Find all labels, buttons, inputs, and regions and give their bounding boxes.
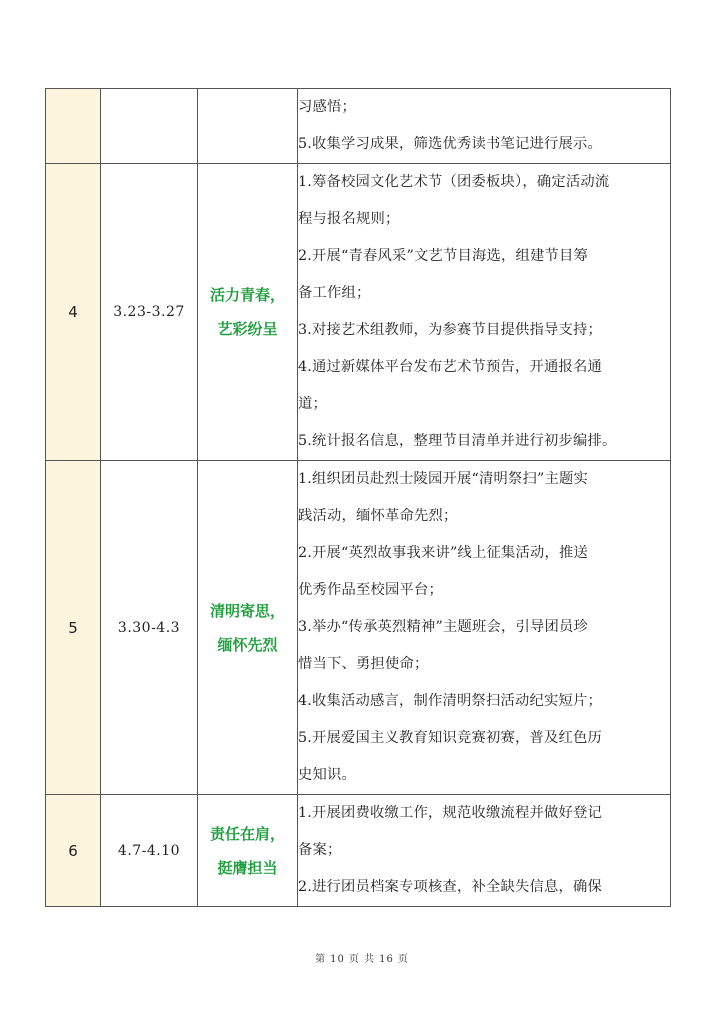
activity-content-cell [298, 795, 671, 907]
theme-line: 缅怀先烈 [217, 635, 278, 654]
footer-prefix: 第 [315, 954, 327, 965]
week-number-cell [46, 89, 101, 164]
content-line: 3.举办“传承英烈精神”主题班会，引导团员珍 [298, 619, 589, 635]
content-line: 习感悟； [298, 99, 356, 115]
content-line: 程与报名规则； [298, 211, 400, 227]
date-range-cell: 4.7-4.10 [101, 795, 198, 907]
theme-cell [198, 89, 298, 164]
content-line: 惜当下、勇担使命； [298, 656, 429, 672]
week-number-cell: 5 [46, 461, 101, 795]
theme-line: 活力青春， [209, 286, 285, 304]
content-line: 备案； [298, 842, 342, 858]
date-range-cell [101, 89, 198, 164]
content-line: 践活动，缅怀革命先烈； [298, 508, 458, 524]
schedule-table [45, 88, 671, 907]
footer-total-pages: 16 [379, 954, 394, 965]
page-footer [0, 950, 724, 965]
content-line: 1.筹备校园文化艺术节（团委板块），确定活动流 [298, 174, 610, 190]
table-row [46, 89, 671, 164]
theme-line: 清明寄思， [209, 601, 285, 620]
table-row [46, 795, 671, 907]
content-line: 5.统计报名信息，整理节目清单并进行初步编排。 [298, 433, 617, 449]
content-line: 优秀作品至校园平台； [298, 582, 443, 598]
content-line: 史知识。 [298, 767, 356, 783]
content-line: 备工作组； [298, 285, 371, 301]
theme-cell [198, 164, 298, 461]
date-range-cell: 3.30-4.3 [101, 461, 198, 795]
theme-cell [198, 461, 298, 795]
theme-line: 挺膺担当 [217, 858, 278, 877]
footer-page-number: 10 [330, 954, 345, 965]
activity-content-cell [298, 89, 671, 164]
content-line: 5.开展爱国主义教育知识竞赛初赛，普及红色历 [298, 730, 602, 746]
table-row [46, 164, 671, 461]
content-line: 5.收集学习成果，筛选优秀读书笔记进行展示。 [298, 136, 602, 152]
week-number-cell: 4 [46, 164, 101, 461]
activity-content-cell [298, 461, 671, 795]
content-line: 3.对接艺术组教师，为参赛节目提供指导支持； [298, 322, 602, 338]
content-line: 4.收集活动感言，制作清明祭扫活动纪实短片； [298, 693, 602, 709]
activity-content-cell [298, 164, 671, 461]
content-line: 2.进行团员档案专项核查，补全缺失信息，确保 [298, 879, 602, 895]
schedule-table-body [46, 89, 671, 907]
theme-line: 责任在肩， [209, 824, 285, 843]
content-line: 1.组织团员赴烈士陵园开展“清明祭扫”主题实 [298, 471, 589, 487]
content-line: 2.开展“青春风采”文艺节目海选，组建节目筹 [298, 248, 589, 264]
theme-cell [198, 795, 298, 907]
content-line: 2.开展“英烈故事我来讲”线上征集活动，推送 [298, 545, 589, 561]
week-number-cell: 6 [46, 795, 101, 907]
content-line: 道； [298, 396, 327, 412]
table-row [46, 461, 671, 795]
footer-middle: 页 共 [348, 954, 376, 965]
theme-line: 艺彩纷呈 [217, 320, 278, 338]
footer-suffix: 页 [397, 954, 409, 965]
content-line: 1.开展团费收缴工作，规范收缴流程并做好登记 [298, 805, 602, 821]
date-range-cell: 3.23-3.27 [101, 164, 198, 461]
content-line: 4.通过新媒体平台发布艺术节预告，开通报名通 [298, 359, 602, 375]
